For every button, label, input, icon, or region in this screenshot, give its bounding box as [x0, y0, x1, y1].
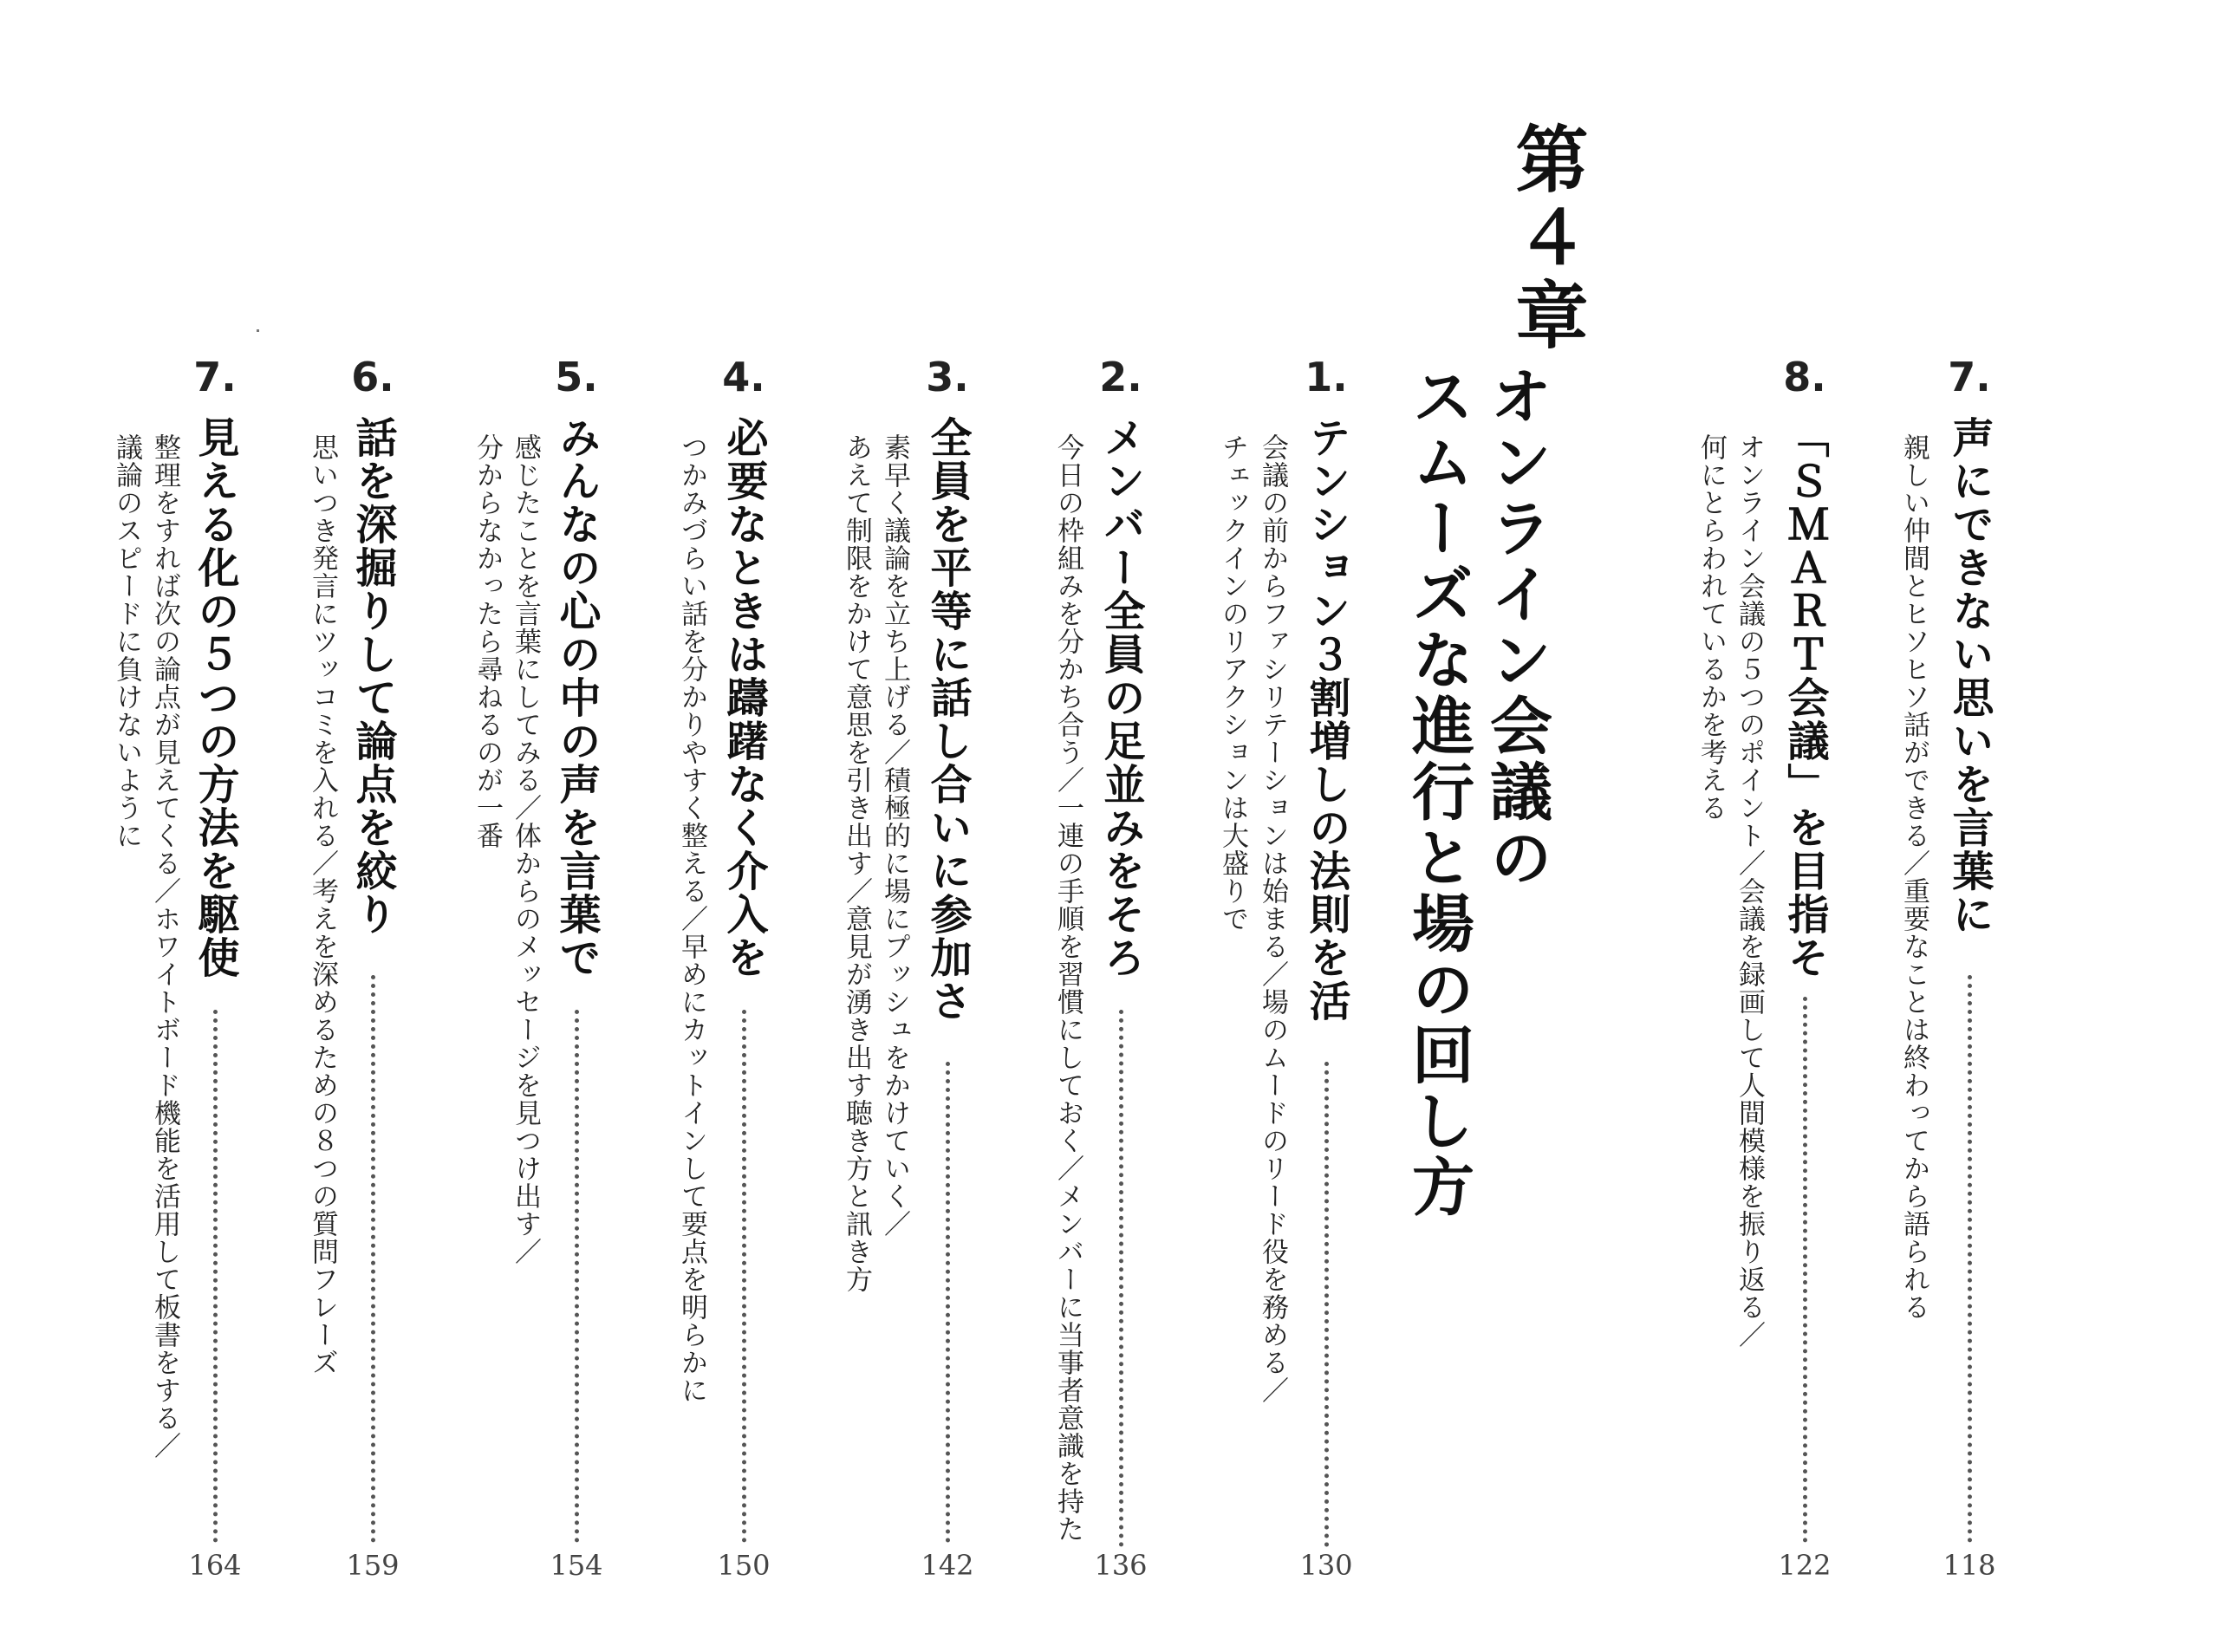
dot-leader	[1968, 975, 1972, 1543]
dot-leader	[946, 1062, 950, 1543]
page-number: 164	[188, 1549, 242, 1582]
page-number: 150	[717, 1549, 771, 1582]
page-number: 154	[550, 1549, 603, 1582]
section-title: テンション３割増しの法則を活	[1302, 416, 1350, 1023]
section-title: 「ＳＭＡＲＴ会議」を目指そ	[1780, 416, 1829, 979]
section-subtopics: 会議の前からファシリテーションは始まる／場のムードのリード役を務める／	[1257, 433, 1288, 1404]
dot-leader	[213, 1010, 218, 1543]
dot-leader	[1324, 1062, 1329, 1547]
section-title: 見える化の５つの方法を駆使	[191, 416, 239, 979]
chapter-title-line1: オンライン会議の	[1480, 364, 1552, 891]
section-subtopics: 何にとらわれているかを考える	[1695, 433, 1727, 822]
page-number: 122	[1778, 1549, 1832, 1582]
section-subtopics: 素早く議論を立ち上げる／積極的に場にプッシュをかけていく／	[879, 433, 910, 1238]
page-number: 159	[346, 1549, 400, 1582]
chapter-title-line2: スムーズな進行と場の回し方	[1402, 364, 1474, 1220]
chapter-label: 第４章	[1504, 121, 1589, 355]
section-subtopics: オンライン会議の５つのポイント／会議を録画して人間模様を振り返る／	[1734, 433, 1765, 1349]
section-title: メンバー全員の足並みをそろ	[1096, 416, 1145, 979]
section-subtopics: 今日の枠組みを分かち合う／一連の手順を習慣にしておく／メンバーに当事者意識を持た	[1052, 433, 1083, 1543]
section-title: 必要なときは躊躇なく介入を	[719, 416, 768, 979]
dot-leader	[371, 975, 375, 1543]
section-subtopics: 親しい仲間とヒソヒソ話ができる／重要なことは終わってから語られる	[1898, 433, 1929, 1321]
section-subtopics: 議論のスピードに負けないように	[111, 433, 142, 849]
page-number: 130	[1299, 1549, 1353, 1582]
page-number: 136	[1094, 1549, 1148, 1582]
scan-speck	[257, 329, 259, 332]
section-title: 全員を平等に話し合いに参加さ	[923, 416, 972, 1023]
section-number: 3.	[926, 354, 969, 400]
dot-leader	[742, 1010, 746, 1543]
section-subtopics: 整理をすれば次の論点が見えてくる／ホワイトボード機能を活用して板書をする／	[149, 433, 180, 1460]
section-subtopics: あえて制限をかけて意思を引き出す／意見が湧き出す聴き方と訊き方	[841, 433, 872, 1293]
section-subtopics: 分からなかったら尋ねるのが一番	[472, 433, 503, 849]
section-number: 2.	[1099, 354, 1142, 400]
dot-leader	[1803, 997, 1807, 1543]
section-number: 7.	[193, 354, 237, 400]
section-number: 7.	[1948, 354, 1991, 400]
section-subtopics: チェックインのリアクションは大盛りで	[1217, 433, 1248, 933]
section-subtopics: 感じたことを言葉にしてみる／体からのメッセージを見つけ出す／	[510, 433, 541, 1265]
section-number: 6.	[351, 354, 394, 400]
section-title: 話を深掘りして論点を絞り	[348, 416, 397, 936]
section-title: 声にできない思いを言葉に	[1945, 416, 1994, 936]
dot-leader	[575, 1010, 579, 1543]
section-number: 1.	[1305, 354, 1348, 400]
dot-leader	[1119, 1010, 1123, 1547]
section-number: 8.	[1783, 354, 1826, 400]
section-subtopics: 思いつき発言にツッコミを入れる／考えを深めるための８つの質問フレーズ	[307, 433, 338, 1376]
section-number: 5.	[555, 354, 598, 400]
page-number: 142	[921, 1549, 974, 1582]
section-number: 4.	[722, 354, 765, 400]
page-number: 118	[1942, 1549, 1996, 1582]
section-subtopics: つかみづらい話を分かりやすく整える／早めにカットインして要点を明らかに	[676, 433, 707, 1404]
section-title: みんなの心の中の声を言葉で	[552, 416, 601, 979]
